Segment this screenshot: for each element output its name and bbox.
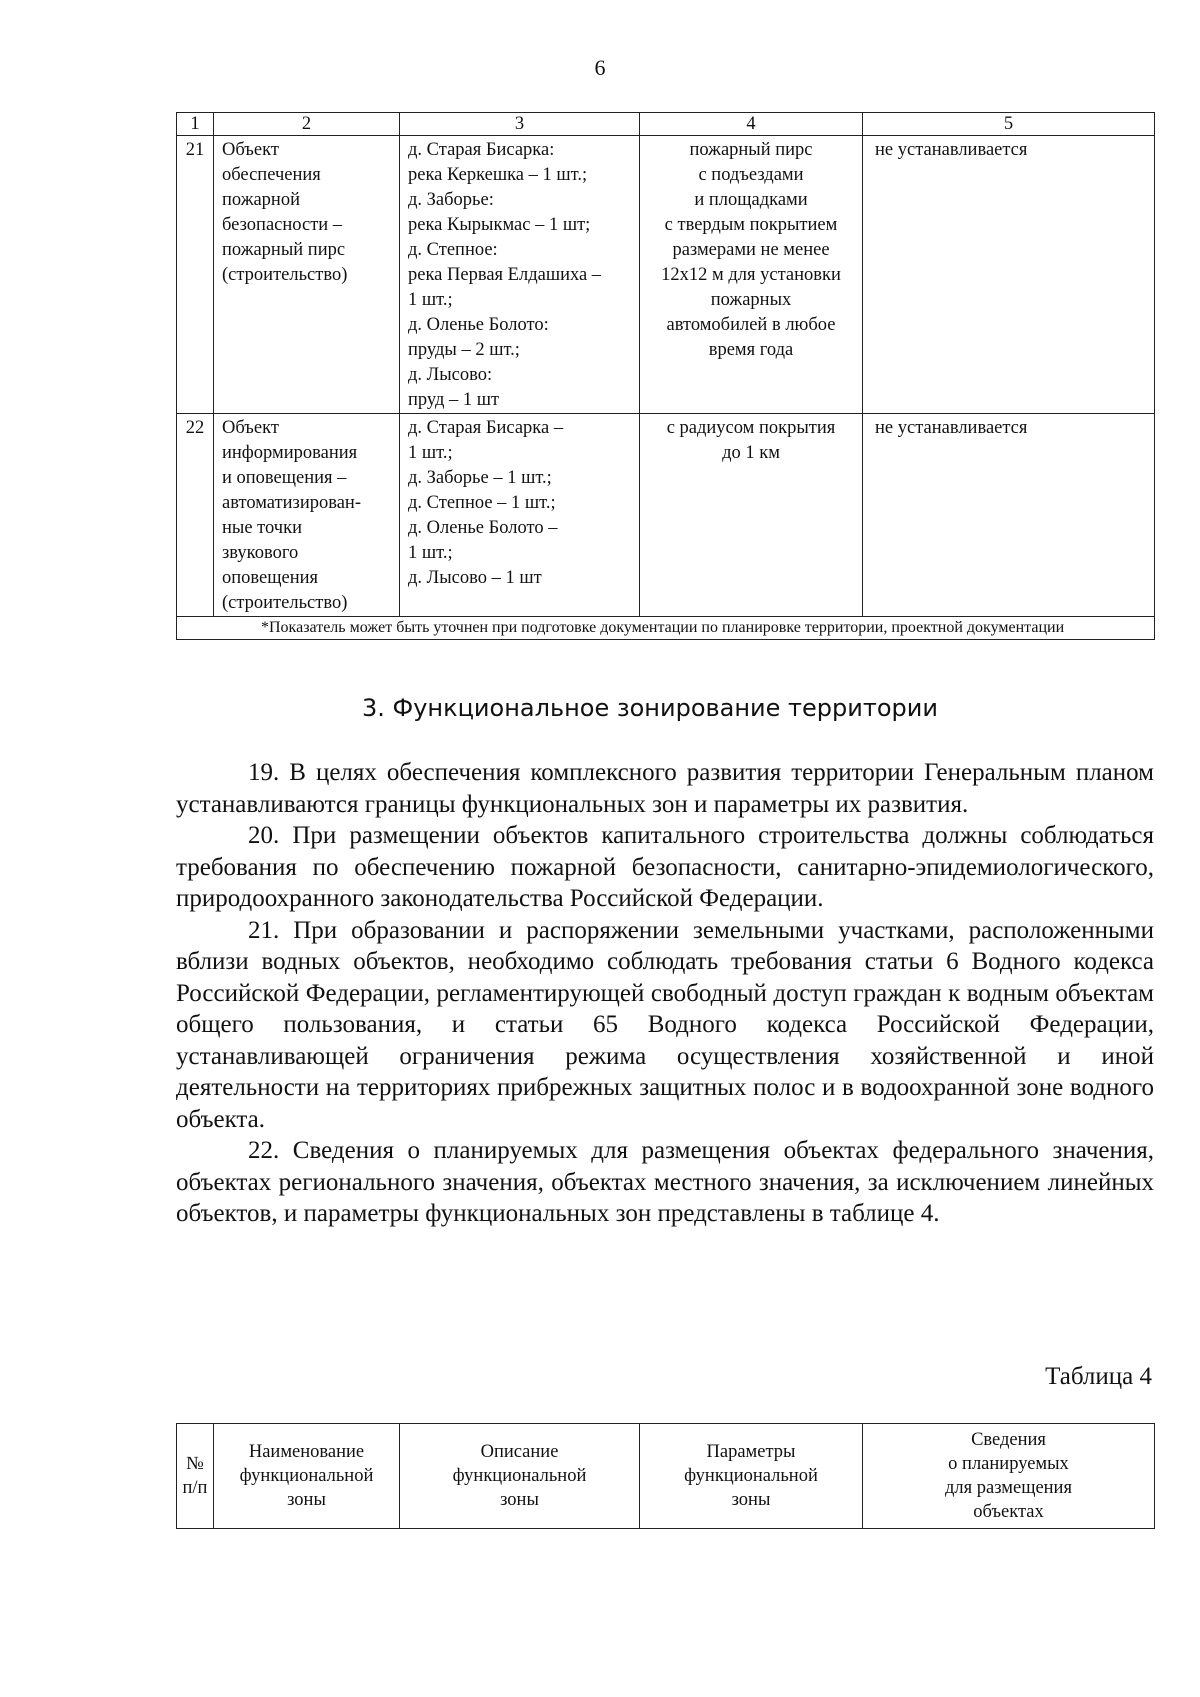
table-row [177,136,1155,414]
header-cell-planned-objects: Сведения о планируемых для размещения объектах [863,1424,1155,1529]
paragraph: 21. При образовании и распоряжении земельными участками, расположенными вблизи водных объектов, необходимо соблюдать требования статьи 6 Водного кодекса Российской Федерации, регламентирующей свободный доступ граждан к водным объектам общего пользования, и статьи 65 Водного кодекса Российской Федерации, устанавливающей ограничения режима осуществления хозяйственной и иной деятельности на территориях прибрежных защитных полос и в водоохранной зоне водного объекта. [176,916,1154,1133]
location-cell: д. Старая Бисарка – 1 шт.; д. Заборье – 1 шт.; д. Степное – 1 шт.; д. Оленье Болото – 1 шт.; д. Лысово – 1 шт [400,414,640,617]
column-number-cell: 5 [863,113,1155,136]
paragraph: 19. В целях обеспечения комплексного развития территории Генеральным планом устанавливаются границы функциональных зон и параметры их развития. [176,759,1154,818]
header-cell-zone-description: Описание функциональной зоны [400,1424,640,1529]
header-cell-zone-name: Наименование функциональной зоны [214,1424,400,1529]
column-number-cell: 1 [177,113,214,136]
characteristics-cell: пожарный пирс с подъездами и площадками с твердым покрытием размерами не менее 12х12 м для установки пожарных автомобилей в любое время года [640,136,863,414]
row-number: 22 [177,414,214,617]
row-number: 21 [177,136,214,414]
location-cell: д. Старая Бисарка: река Керкешка – 1 шт.; д. Заборье: река Кырыкмас – 1 шт; д. Степное: река Первая Елдашиха – 1 шт.; д. Оленье Болото: пруды – 2 шт.; д. Лысово: пруд – 1 шт [400,136,640,414]
table-caption: Таблица 4 [1045,1363,1152,1390]
table-header-row [177,1424,1155,1529]
objects-table-continued [176,112,1155,640]
column-number-cell: 4 [640,113,863,136]
section-title: 3. Функциональное зонирование территории [362,694,938,722]
footnote-row [177,617,1155,640]
page-number: 6 [594,55,606,80]
column-number-cell: 3 [400,113,640,136]
header-cell-number: № п/п [177,1424,214,1529]
object-name-cell: Объект информирования и оповещения – автоматизирован- ные точки звукового оповещения (строительство) [214,414,400,617]
header-cell-zone-parameters: Параметры функциональной зоны [640,1424,863,1529]
object-name-cell: Объект обеспечения пожарной безопасности – пожарный пирс (строительство) [214,136,400,414]
column-number-cell: 2 [214,113,400,136]
zone-cell: не устанавливается [863,414,1155,617]
paragraph: 20. При размещении объектов капитального строительства должны соблюдаться требования по обеспечению пожарной безопасности, санитарно-эпидемиологического, природоохранного законодательства Российской Федерации. [176,822,1154,912]
footnote: *Показатель может быть уточнен при подготовке документации по планировке территории, проектной документации [177,617,1155,640]
paragraph: 22. Сведения о планируемых для размещения объектах федерального значения, объектах регионального значения, объектах местного значения, за исключением линейных объектов, и параметры функциональных зон представлены в таблице 4. [176,1137,1154,1227]
zone-cell: не устанавливается [863,136,1155,414]
table-row [177,414,1155,617]
table-header-row [177,113,1155,136]
body-text [176,757,1154,1230]
functional-zones-table [176,1423,1155,1529]
characteristics-cell: с радиусом покрытия до 1 км [640,414,863,617]
